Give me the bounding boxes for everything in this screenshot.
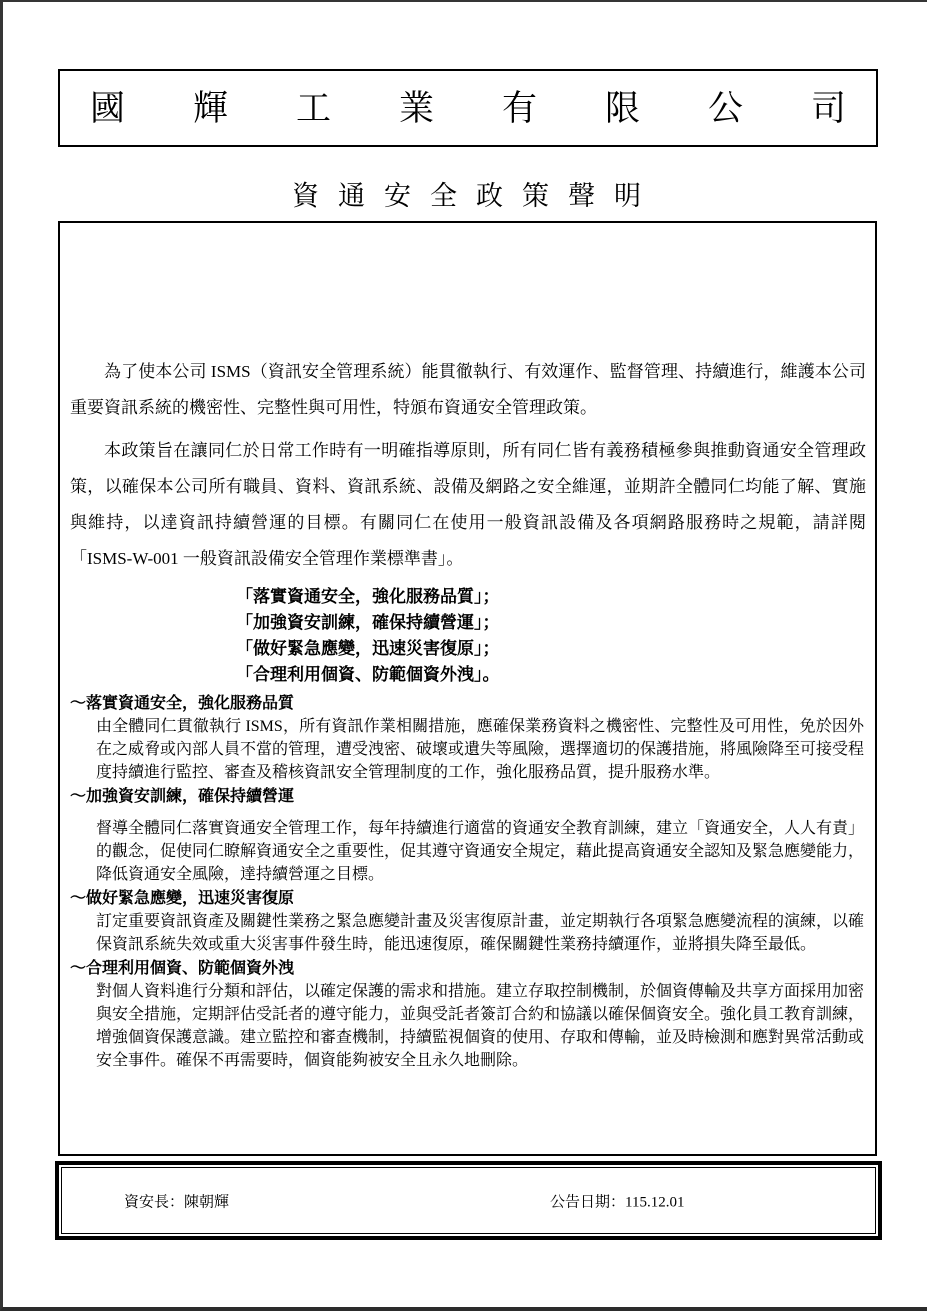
ciso-signature (124, 1190, 229, 1211)
slogan-line: 「落實資通安全，強化服務品質」； (236, 587, 500, 606)
section-text: 由全體同仁貫徹執行 ISMS，所有資訊作業相關措施，應確保業務資料之機密性、完整性及可用性，免於因外在之威脅或內部人員不當的管理，遭受洩密、破壞或遺失等風險，選擇適切的保護措施，將風險降至可接受程度持續進行監控、審查及稽核資訊安全管理制度的工作，強化服務品質，提升服務水準。 (96, 718, 865, 781)
policy-paragraph-scope: 本政策旨在讓同仁於日常工作時有一明確指導原則，所有同仁皆有義務積極參與推動資通安全管理政策，以確保本公司所有職員、資料、資訊系統、設備及網路之安全維運，並期許全體同仁均能了解、實施與維持，以達資訊持續營運的目標。有關同仁在使用一般資訊設備及各項網路服務時之規範，請詳閱「ISMS-W-001 一般資訊設備安全管理作業標準書」。 (70, 441, 866, 568)
policy-slogan-list (236, 584, 866, 688)
signature-footer-box (55, 1161, 882, 1240)
policy-content-box (58, 221, 877, 1156)
section-heading: ～加強資安訓練，確保持續營運 (70, 788, 295, 805)
slogan-line: 「加強資安訓練，確保持續營運」； (236, 613, 500, 632)
section-heading: ～合理利用個資、防範個資外洩 (70, 960, 295, 977)
document-title: 資通安全政策聲明 (292, 181, 660, 211)
policy-section-service-quality (70, 693, 866, 784)
ciso-name: 陳朝輝 (184, 1194, 230, 1210)
signature-footer-inner (61, 1167, 876, 1234)
section-text: 訂定重要資訊資產及關鍵性業務之緊急應變計畫及災害復原計畫，並定期執行各項緊急應變流程的演練，以確保資訊系統失效或重大災害事件發生時，能迅速復原，確保關鍵性業務持續運作，並將損失降至最低。 (96, 913, 865, 953)
date-label: 公告日期： (550, 1194, 626, 1210)
section-text: 督導全體同仁落實資通安全管理工作，每年持續進行適當的資通安全教育訓練，建立「資通安全，人人有責」的觀念，促使同仁瞭解資通安全之重要性，促其遵守資通安全規定，藉此提高資通安全認知及緊急應變能力，降低資通安全風險，達持續營運之目標。 (96, 820, 865, 883)
policy-section-training (70, 786, 866, 886)
company-name: 國輝工業有限公司 (90, 88, 915, 128)
company-name-box (58, 69, 915, 147)
section-text: 對個人資料進行分類和評估，以確定保護的需求和措施。建立存取控制機制，於個資傳輸及共享方面採用加密與安全措施，定期評估受託者的遵守能力，並與受託者簽訂合約和協議以確保個資安全。強化員工教育訓練，增強個資保護意識。建立監控和審查機制，持續監視個資的使用、存取和傳輸，並及時檢測和應對異常活動或安全事件。確保不再需要時，個資能夠被安全且永久地刪除。 (96, 983, 865, 1069)
section-heading: ～做好緊急應變，迅速災害復原 (70, 890, 295, 907)
slogan-line: 「做好緊急應變，迅速災害復原」； (236, 639, 500, 658)
announcement-date (550, 1190, 684, 1211)
date-value: 115.12.01 (625, 1194, 685, 1210)
ciso-label: 資安長： (124, 1194, 185, 1210)
policy-paragraph-intro: 為了使本公司 ISMS（資訊安全管理系統）能貫徹執行、有效運作、監督管理、持續進行，維護本公司重要資訊系統的機密性、完整性與可用性，特頒布資通安全管理政策。 (70, 362, 866, 417)
policy-section-emergency (70, 888, 866, 956)
policy-section-personal-data (70, 958, 866, 1072)
slogan-line: 「合理利用個資、防範個資外洩」。 (236, 665, 500, 684)
section-heading: ～落實資通安全，強化服務品質 (70, 695, 295, 712)
